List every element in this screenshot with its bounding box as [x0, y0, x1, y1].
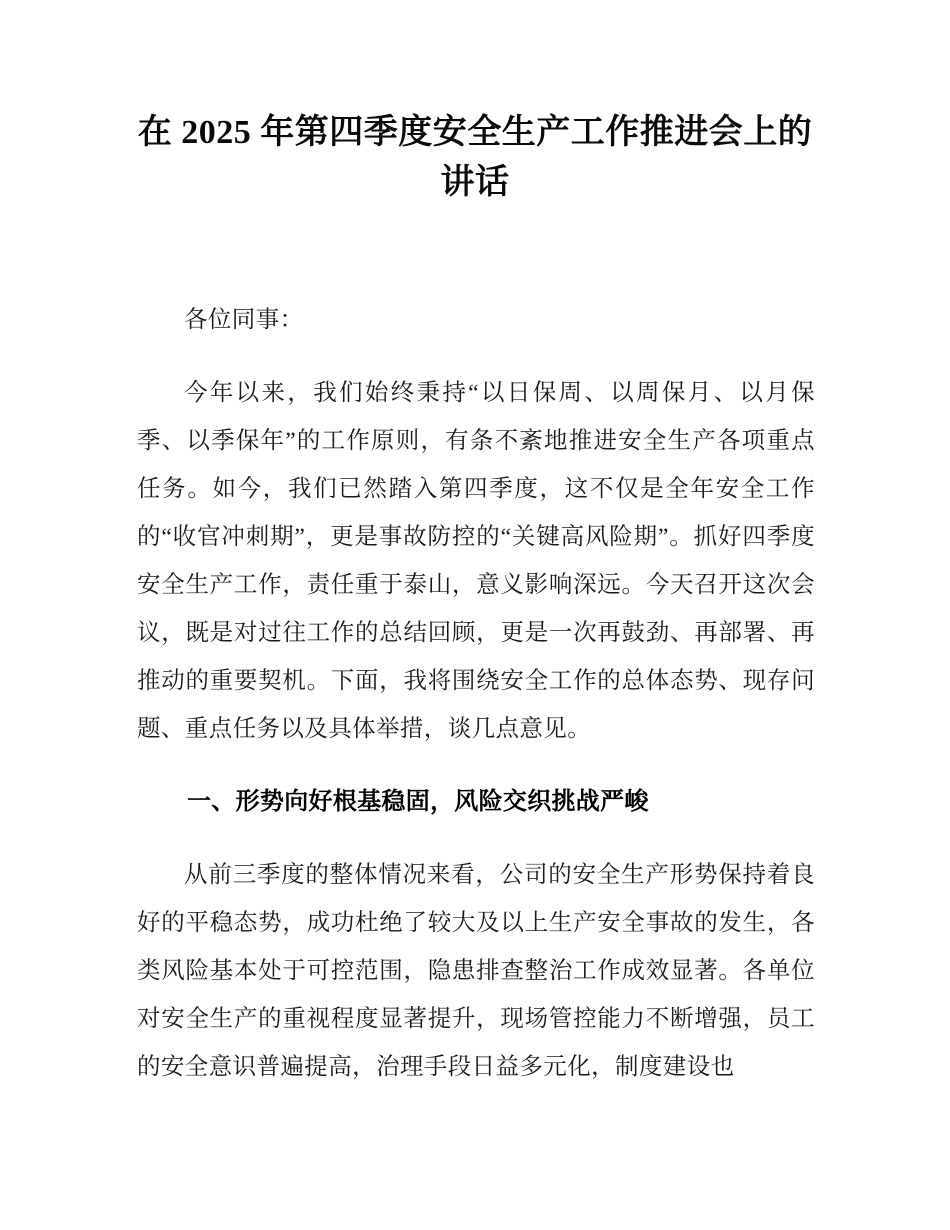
page-title [137, 108, 813, 208]
salutation: 各位同事： [184, 307, 304, 333]
page-title-line-2: 讲话 [440, 164, 510, 201]
page-title-line-1: 在 2025 年第四季度安全生产工作推进会上的 [137, 114, 813, 151]
document-body [137, 296, 815, 1091]
section-heading-one: 一、形势向好根基稳固，风险交织挑战严峻 [187, 788, 649, 815]
section-body-spacer [137, 824, 815, 851]
intro-paragraph: 今年以来，我们始终秉持“以日保周、以周保月、以月保季、以季保年”的工作原则，有条不紊地推进安全生产各项重点任务。如今，我们已然踏入第四季度，这不仅是全年安全工作的“收官冲刺期”，更是事故防控的“关键高风险期”。抓好四季度安全生产工作，责任重于泰山，意义影响深远。今天召开这次会议，既是对过往工作的总结回顾，更是一次再鼓劲、再部署、再推动的重要契机。下面，我将围绕安全工作的总体态势、现存问题、重点任务以及具体举措，谈几点意见。 [137, 380, 815, 742]
paragraph-spacer [137, 344, 815, 369]
section-one-paragraph: 从前三季度的整体情况来看，公司的安全生产形势保持着良好的平稳态势，成功杜绝了较大及以上生产安全事故的发生，各类风险基本处于可控范围，隐患排查整治工作成效显著。各单位对安全生产的重视程度显著提升，现场管控能力不断增强，员工的安全意识普遍提高，治理手段日益多元化，制度建设也 [137, 862, 815, 1080]
heading-spacer [137, 753, 815, 780]
